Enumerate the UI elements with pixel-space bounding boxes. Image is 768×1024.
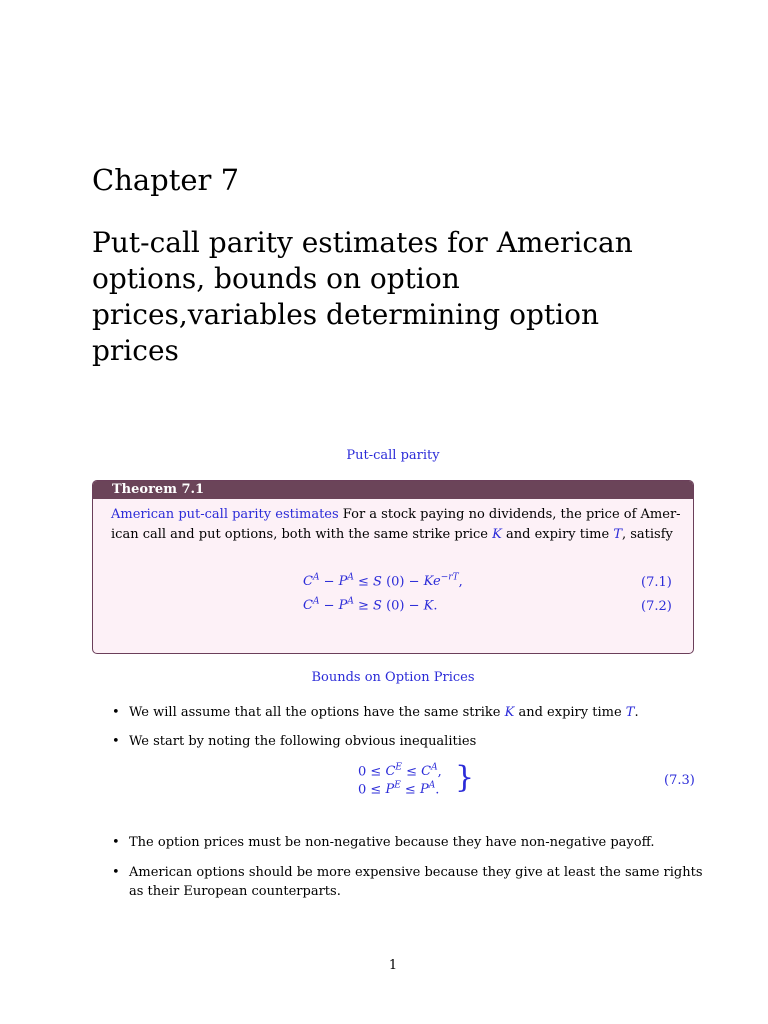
variable-k: K [492, 527, 502, 542]
theorem-text: For a stock paying no dividends, the price of Amer- [338, 507, 681, 522]
equation-number: (7.1) [641, 575, 672, 590]
title-line: prices [92, 334, 179, 367]
chapter-title [92, 225, 692, 369]
title-line: Put-call parity estimates for American [92, 226, 633, 259]
title-line: options, bounds on option [92, 262, 460, 295]
chapter-label: Chapter 7 [92, 163, 240, 197]
theorem-box [92, 480, 694, 654]
theorem-text: ican call and put options, both with the same strike price [111, 527, 493, 542]
variable-t: T [613, 527, 622, 542]
theorem-header: Theorem 7.1 [93, 481, 693, 499]
theorem-text: and expiry time [501, 527, 614, 542]
equation-7-2: $C^A - P^A \ge S$ (0) − K. [303, 597, 438, 614]
page-number: 1 [388, 958, 398, 973]
variable-t: T [625, 705, 635, 720]
theorem-text: , satisfy [621, 527, 673, 542]
variable-k: K [504, 705, 515, 720]
equation-number: (7.3) [664, 773, 695, 788]
title-line: prices,variables determining option [92, 298, 599, 331]
inequality-line: $0 \le C^E \le C^A$, [358, 763, 442, 780]
right-brace: } [455, 760, 475, 795]
theorem-name: American put-call parity estimates [111, 507, 339, 522]
section-heading-put-call-parity: Put-call parity [346, 448, 440, 463]
equation-7-1: $C^A - P^A \le S$ $(0) - Ke^{-rT}$, [303, 573, 463, 590]
section-heading-bounds: Bounds on Option Prices [311, 670, 475, 685]
theorem-statement [111, 505, 681, 545]
inequality-line: $0 \le P^E \le P^A$. [358, 781, 440, 798]
equation-number: (7.2) [641, 599, 672, 614]
